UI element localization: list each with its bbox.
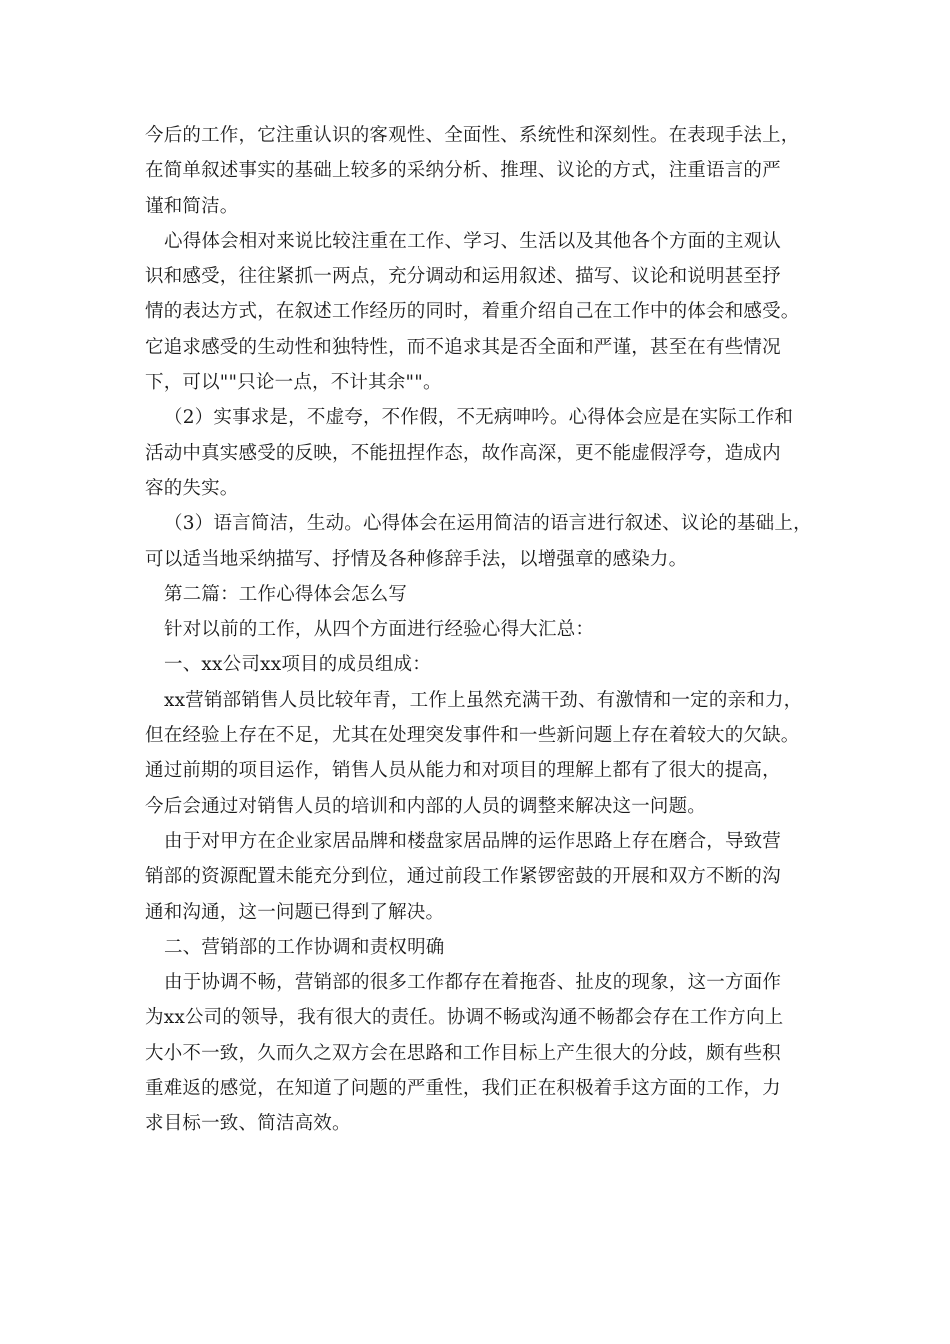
- text-line: 情的表达方式，在叙述工作经历的同时，着重介绍自己在工作中的体会和感受。: [145, 301, 800, 323]
- text-line: 今后的工作，它注重认识的客观性、全面性、系统性和深刻性。在表现手法上，: [145, 125, 800, 146]
- text-line: （3）语言简洁，生动。心得体会在运用简洁的语言进行叙述、议论的基础上，: [164, 513, 812, 535]
- text-line: 识和感受，往往紧抓一两点，充分调动和运用叙述、描写、议论和说明甚至抒: [145, 266, 781, 288]
- text-line: 重难返的感觉，在知道了问题的严重性，我们正在积极着手这方面的工作，力: [145, 1078, 781, 1100]
- text-line: 心得体会相对来说比较注重在工作、学习、生活以及其他各个方面的主观认: [164, 230, 782, 252]
- text-line: 通过前期的项目运作，销售人员从能力和对项目的理解上都有了很大的提高，: [145, 760, 781, 782]
- text-line: 它追求感受的生动性和独特性，而不追求其是否全面和严谨，甚至在有些情况: [145, 336, 781, 358]
- text-line: 在简单叙述事实的基础上较多的采纳分析、推理、议论的方式，注重语言的严: [145, 160, 781, 182]
- text-line: 下，可以""只论一点，不计其余""。: [145, 372, 442, 394]
- text-line: 今后会通过对销售人员的培训和内部的人员的调整来解决这一问题。: [145, 795, 707, 817]
- text-line: 第二篇：工作心得体会怎么写: [164, 583, 408, 605]
- text-line: 针对以前的工作，从四个方面进行经验心得大汇总：: [164, 619, 595, 641]
- document-body: [145, 118, 825, 1142]
- text-line: 但在经验上存在不足，尤其在处理突发事件和一些新问题上存在着较大的欠缺。: [145, 725, 800, 747]
- text-line: 通和沟通，这一问题已得到了解决。: [145, 901, 445, 923]
- text-line: （2）实事求是，不虚夸，不作假，不无病呻吟。心得体会应是在实际工作和: [164, 407, 794, 429]
- text-line: 大小不一致，久而久之双方会在思路和工作目标上产生很大的分歧，颇有些积: [145, 1042, 781, 1064]
- text-line: 销部的资源配置未能充分到位，通过前段工作紧锣密鼓的开展和双方不断的沟: [145, 866, 781, 888]
- text-line: 由于对甲方在企业家居品牌和楼盘家居品牌的运作思路上存在磨合，导致营: [164, 830, 782, 852]
- text-line: xx营销部销售人员比较年青，工作上虽然充满干劲、有激情和一定的亲和力，: [164, 689, 803, 711]
- text-line: 容的失实。: [145, 477, 239, 499]
- text-line: 为xx公司的领导，我有很大的责任。协调不畅或沟通不畅都会存在工作方向上: [145, 1007, 784, 1029]
- text-line: 求目标一致、简洁高效。: [145, 1113, 351, 1135]
- text-line: 二、营销部的工作协调和责权明确: [164, 936, 445, 958]
- text-line: 一、xx公司xx项目的成员组成：: [164, 654, 431, 676]
- text-line: 谨和简洁。: [145, 195, 239, 217]
- text-line: 活动中真实感受的反映，不能扭捏作态，故作高深，更不能虚假浮夸，造成内: [145, 442, 781, 464]
- text-line: 由于协调不畅，营销部的很多工作都存在着拖沓、扯皮的现象，这一方面作: [164, 972, 782, 994]
- text-line: 可以适当地采纳描写、抒情及各种修辞手法，以增强章的感染力。: [145, 548, 688, 570]
